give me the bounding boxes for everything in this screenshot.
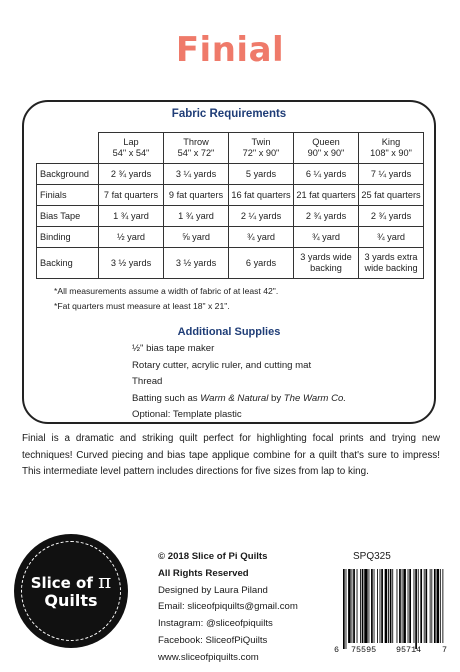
barcode-bar bbox=[352, 569, 353, 643]
pattern-title: Finial bbox=[175, 30, 285, 70]
list-item: ½" bias tape maker bbox=[132, 343, 215, 354]
table-header-row bbox=[37, 133, 424, 164]
table-cell: 6 ¼ yards bbox=[294, 164, 359, 185]
row-label: Bias Tape bbox=[37, 206, 99, 227]
list-item: Rotary cutter, acrylic ruler, and cutting mat bbox=[132, 359, 312, 371]
table-cell: 21 fat quarters bbox=[294, 185, 359, 206]
barcode-bar bbox=[343, 569, 345, 649]
designer-text: Designed by Laura Piland bbox=[158, 584, 268, 596]
barcode-bar bbox=[437, 569, 440, 643]
barcode-bar bbox=[403, 569, 406, 643]
barcode-bar bbox=[402, 569, 403, 643]
barcode-bar bbox=[346, 569, 347, 649]
barcode-bar bbox=[399, 569, 401, 643]
fabric-requirements-heading: Fabric Requirements bbox=[171, 108, 287, 120]
table-cell: ¾ yard bbox=[294, 227, 359, 248]
column-header: Queen 90" x 90" bbox=[294, 133, 359, 164]
table-row bbox=[37, 227, 424, 248]
table-cell: 7 ¼ yards bbox=[359, 164, 424, 185]
contact-info bbox=[158, 551, 298, 669]
barcode-bar bbox=[377, 569, 378, 643]
table-row bbox=[37, 248, 424, 279]
fabric-requirements-table bbox=[36, 132, 424, 279]
barcode-bar bbox=[390, 569, 392, 643]
table-cell: ⅝ yard bbox=[164, 227, 229, 248]
facebook-text: Facebook: SliceofPiQuilts bbox=[158, 634, 268, 646]
barcode-bar bbox=[431, 569, 432, 643]
table-cell: 6 yards bbox=[229, 248, 294, 279]
table-cell: 16 fat quarters bbox=[229, 185, 294, 206]
website-link[interactable]: www.sliceofpiquilts.com bbox=[158, 651, 259, 663]
barcode-bar bbox=[380, 569, 381, 643]
logo-badge bbox=[21, 541, 121, 641]
barcode-bar bbox=[409, 569, 411, 643]
table-cell: ¾ yard bbox=[229, 227, 294, 248]
additional-supplies-heading: Additional Supplies bbox=[177, 326, 281, 338]
barcode-bar bbox=[357, 569, 358, 643]
barcode-right-digits: 95714 bbox=[396, 645, 422, 655]
barcode-bar bbox=[408, 569, 409, 643]
slice-of-pi-logo bbox=[14, 534, 128, 648]
barcode-bar bbox=[434, 569, 436, 643]
list-item: Batting such as Warm & Natural by The Warm Co. bbox=[132, 392, 346, 404]
rights-text: All Rights Reserved bbox=[158, 567, 249, 579]
barcode-bar bbox=[415, 569, 417, 649]
barcode-bar bbox=[392, 569, 393, 643]
table-cell: 3 yards extra wide backing bbox=[359, 248, 424, 279]
barcode-bar bbox=[374, 569, 375, 643]
copyright-text: © 2018 Slice of Pi Quilts bbox=[158, 551, 268, 562]
list-item: Optional: Template plastic bbox=[132, 409, 242, 420]
barcode-left-digits: 75595 bbox=[351, 645, 377, 655]
barcode-bar bbox=[424, 569, 425, 643]
logo-line-1: Slice of π bbox=[30, 569, 112, 593]
table-cell: 3 yards wide backing bbox=[294, 248, 359, 279]
barcode-bar bbox=[388, 569, 389, 643]
list-item: Thread bbox=[132, 376, 163, 387]
barcode-check-digit: 7 bbox=[442, 645, 448, 655]
pattern-description: Finial is a dramatic and striking quilt perfect for highlighting focal prints and trying new techniques! Curved piecing and bias tape applique combine for a quilt that's sure to impress! This intermediate level pattern includes directions for five sizes from lap to king. bbox=[22, 433, 440, 477]
table-cell: 2 ¾ yards bbox=[359, 206, 424, 227]
instagram-text: Instagram: @sliceofpiquilts bbox=[158, 618, 273, 630]
table-cell: 2 ¾ yards bbox=[294, 206, 359, 227]
barcode-bar bbox=[369, 569, 370, 643]
table-cell: 3 ½ yards bbox=[164, 248, 229, 279]
table-cell: 7 fat quarters bbox=[99, 185, 164, 206]
barcode-bar bbox=[360, 569, 361, 643]
barcode-bar bbox=[430, 569, 431, 643]
column-header: Lap 54" x 54" bbox=[99, 133, 164, 164]
barcode-bar bbox=[425, 569, 427, 643]
table-cell: 9 fat quarters bbox=[164, 185, 229, 206]
table-cell: 3 ¼ yards bbox=[164, 164, 229, 185]
table-cell: ¾ yard bbox=[359, 227, 424, 248]
barcode-bar bbox=[385, 569, 388, 643]
barcode-icon bbox=[342, 569, 446, 649]
barcode-bar bbox=[420, 569, 422, 643]
barcode-bar bbox=[353, 569, 355, 643]
barcode-bar bbox=[442, 569, 443, 643]
barcode-bar bbox=[348, 569, 351, 643]
column-header: King 108" x 90" bbox=[359, 133, 424, 164]
barcode-bar bbox=[381, 569, 383, 643]
table-cell: 2 ¾ yards bbox=[99, 164, 164, 185]
table-cell: 5 yards bbox=[229, 164, 294, 185]
table-cell: ½ yard bbox=[99, 227, 164, 248]
email-text: Email: sliceofpiquilts@gmail.com bbox=[158, 601, 298, 613]
row-label: Backing bbox=[37, 248, 99, 279]
barcode-bar bbox=[371, 569, 373, 643]
measurement-note: *All measurements assume a width of fabric of at least 42". bbox=[54, 286, 279, 296]
row-label: Background bbox=[37, 164, 99, 185]
barcode-bar bbox=[364, 569, 367, 643]
table-cell: 2 ¼ yards bbox=[229, 206, 294, 227]
supplies-list bbox=[132, 343, 346, 426]
row-label: Binding bbox=[37, 227, 99, 248]
barcode-bar bbox=[397, 569, 398, 643]
table-row bbox=[37, 206, 424, 227]
barcode-bar bbox=[418, 569, 419, 643]
table-row bbox=[37, 164, 424, 185]
fat-quarter-note: *Fat quarters must measure at least 18" x 21". bbox=[54, 301, 230, 311]
table-row bbox=[37, 185, 424, 206]
barcode-bar bbox=[362, 569, 364, 643]
table-cell: 1 ¾ yard bbox=[164, 206, 229, 227]
barcode-bar bbox=[414, 569, 415, 643]
table-corner bbox=[37, 133, 99, 164]
barcode-lead-digit: 6 bbox=[334, 645, 340, 655]
table-cell: 25 fat quarters bbox=[359, 185, 424, 206]
table-cell: 1 ¾ yard bbox=[99, 206, 164, 227]
logo-line-2: Quilts bbox=[44, 591, 98, 610]
requirements-panel bbox=[22, 100, 436, 424]
sku-code: SPQ325 bbox=[353, 551, 391, 562]
barcode-bar bbox=[440, 569, 441, 643]
table-cell: 3 ½ yards bbox=[99, 248, 164, 279]
column-header: Throw 54" x 72" bbox=[164, 133, 229, 164]
column-header: Twin 72" x 90" bbox=[229, 133, 294, 164]
row-label: Finials bbox=[37, 185, 99, 206]
